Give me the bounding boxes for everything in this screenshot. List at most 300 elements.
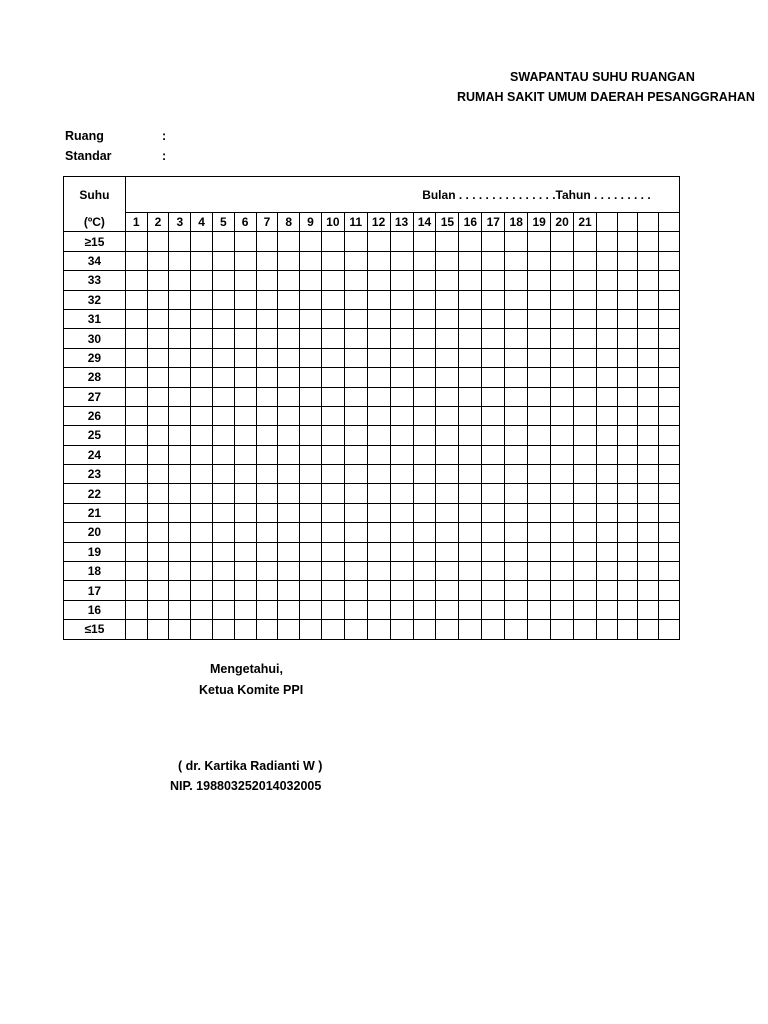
entry-cell[interactable]: [256, 542, 278, 561]
entry-cell[interactable]: [658, 348, 679, 367]
entry-cell[interactable]: [528, 232, 551, 251]
entry-cell[interactable]: [551, 368, 574, 387]
entry-cell[interactable]: [278, 251, 300, 270]
entry-cell[interactable]: [459, 309, 482, 328]
entry-cell[interactable]: [344, 329, 367, 348]
entry-cell[interactable]: [191, 503, 213, 522]
entry-cell[interactable]: [617, 465, 638, 484]
entry-cell[interactable]: [278, 445, 300, 464]
entry-cell[interactable]: [344, 290, 367, 309]
entry-cell[interactable]: [528, 581, 551, 600]
entry-cell[interactable]: [169, 445, 191, 464]
entry-cell[interactable]: [505, 290, 528, 309]
entry-cell[interactable]: [505, 406, 528, 425]
entry-cell[interactable]: [234, 620, 256, 639]
entry-cell[interactable]: [256, 232, 278, 251]
entry-cell[interactable]: [212, 329, 234, 348]
entry-cell[interactable]: [212, 620, 234, 639]
entry-cell[interactable]: [638, 348, 659, 367]
entry-cell[interactable]: [125, 581, 147, 600]
entry-cell[interactable]: [278, 232, 300, 251]
entry-cell[interactable]: [574, 562, 597, 581]
entry-cell[interactable]: [413, 465, 436, 484]
entry-cell[interactable]: [505, 271, 528, 290]
entry-cell[interactable]: [551, 329, 574, 348]
entry-cell[interactable]: [574, 387, 597, 406]
entry-cell[interactable]: [459, 387, 482, 406]
entry-cell[interactable]: [191, 271, 213, 290]
entry-cell[interactable]: [413, 426, 436, 445]
entry-cell[interactable]: [278, 329, 300, 348]
entry-cell[interactable]: [125, 620, 147, 639]
entry-cell[interactable]: [191, 348, 213, 367]
entry-cell[interactable]: [344, 271, 367, 290]
entry-cell[interactable]: [505, 368, 528, 387]
entry-cell[interactable]: [212, 290, 234, 309]
entry-cell[interactable]: [459, 600, 482, 619]
entry-cell[interactable]: [617, 523, 638, 542]
entry-cell[interactable]: [658, 445, 679, 464]
entry-cell[interactable]: [459, 426, 482, 445]
entry-cell[interactable]: [597, 542, 618, 561]
entry-cell[interactable]: [367, 251, 390, 270]
entry-cell[interactable]: [191, 251, 213, 270]
entry-cell[interactable]: [321, 406, 344, 425]
entry-cell[interactable]: [125, 600, 147, 619]
entry-cell[interactable]: [617, 620, 638, 639]
entry-cell[interactable]: [321, 465, 344, 484]
entry-cell[interactable]: [390, 465, 413, 484]
entry-cell[interactable]: [344, 426, 367, 445]
entry-cell[interactable]: [191, 620, 213, 639]
entry-cell[interactable]: [191, 542, 213, 561]
entry-cell[interactable]: [300, 329, 322, 348]
entry-cell[interactable]: [344, 387, 367, 406]
entry-cell[interactable]: [597, 484, 618, 503]
entry-cell[interactable]: [551, 484, 574, 503]
entry-cell[interactable]: [234, 329, 256, 348]
entry-cell[interactable]: [597, 445, 618, 464]
entry-cell[interactable]: [436, 387, 459, 406]
entry-cell[interactable]: [125, 232, 147, 251]
entry-cell[interactable]: [617, 562, 638, 581]
entry-cell[interactable]: [436, 309, 459, 328]
entry-cell[interactable]: [574, 426, 597, 445]
entry-cell[interactable]: [505, 426, 528, 445]
entry-cell[interactable]: [597, 251, 618, 270]
entry-cell[interactable]: [125, 368, 147, 387]
entry-cell[interactable]: [390, 290, 413, 309]
entry-cell[interactable]: [551, 309, 574, 328]
entry-cell[interactable]: [390, 445, 413, 464]
entry-cell[interactable]: [617, 309, 638, 328]
entry-cell[interactable]: [212, 348, 234, 367]
entry-cell[interactable]: [436, 251, 459, 270]
entry-cell[interactable]: [256, 600, 278, 619]
entry-cell[interactable]: [597, 368, 618, 387]
entry-cell[interactable]: [125, 348, 147, 367]
entry-cell[interactable]: [390, 503, 413, 522]
entry-cell[interactable]: [528, 406, 551, 425]
entry-cell[interactable]: [344, 562, 367, 581]
entry-cell[interactable]: [638, 484, 659, 503]
entry-cell[interactable]: [528, 426, 551, 445]
entry-cell[interactable]: [278, 271, 300, 290]
entry-cell[interactable]: [551, 600, 574, 619]
entry-cell[interactable]: [436, 581, 459, 600]
entry-cell[interactable]: [212, 406, 234, 425]
entry-cell[interactable]: [256, 465, 278, 484]
entry-cell[interactable]: [300, 562, 322, 581]
entry-cell[interactable]: [597, 309, 618, 328]
entry-cell[interactable]: [278, 426, 300, 445]
entry-cell[interactable]: [300, 368, 322, 387]
entry-cell[interactable]: [436, 620, 459, 639]
entry-cell[interactable]: [574, 329, 597, 348]
entry-cell[interactable]: [278, 484, 300, 503]
entry-cell[interactable]: [234, 309, 256, 328]
entry-cell[interactable]: [234, 542, 256, 561]
entry-cell[interactable]: [597, 562, 618, 581]
entry-cell[interactable]: [169, 426, 191, 445]
entry-cell[interactable]: [212, 581, 234, 600]
entry-cell[interactable]: [413, 542, 436, 561]
entry-cell[interactable]: [658, 290, 679, 309]
entry-cell[interactable]: [147, 406, 169, 425]
entry-cell[interactable]: [459, 271, 482, 290]
entry-cell[interactable]: [459, 232, 482, 251]
entry-cell[interactable]: [390, 562, 413, 581]
entry-cell[interactable]: [300, 600, 322, 619]
entry-cell[interactable]: [344, 542, 367, 561]
entry-cell[interactable]: [551, 232, 574, 251]
entry-cell[interactable]: [658, 387, 679, 406]
entry-cell[interactable]: [505, 503, 528, 522]
entry-cell[interactable]: [169, 523, 191, 542]
entry-cell[interactable]: [505, 251, 528, 270]
entry-cell[interactable]: [658, 271, 679, 290]
entry-cell[interactable]: [367, 620, 390, 639]
entry-cell[interactable]: [278, 387, 300, 406]
entry-cell[interactable]: [256, 484, 278, 503]
entry-cell[interactable]: [191, 445, 213, 464]
entry-cell[interactable]: [638, 600, 659, 619]
entry-cell[interactable]: [344, 581, 367, 600]
entry-cell[interactable]: [551, 445, 574, 464]
entry-cell[interactable]: [367, 387, 390, 406]
entry-cell[interactable]: [344, 465, 367, 484]
entry-cell[interactable]: [278, 542, 300, 561]
entry-cell[interactable]: [574, 542, 597, 561]
entry-cell[interactable]: [574, 484, 597, 503]
entry-cell[interactable]: [191, 465, 213, 484]
entry-cell[interactable]: [482, 426, 505, 445]
entry-cell[interactable]: [505, 465, 528, 484]
entry-cell[interactable]: [234, 465, 256, 484]
entry-cell[interactable]: [125, 484, 147, 503]
entry-cell[interactable]: [212, 309, 234, 328]
entry-cell[interactable]: [234, 251, 256, 270]
entry-cell[interactable]: [551, 542, 574, 561]
entry-cell[interactable]: [147, 542, 169, 561]
entry-cell[interactable]: [321, 503, 344, 522]
entry-cell[interactable]: [212, 600, 234, 619]
entry-cell[interactable]: [638, 523, 659, 542]
entry-cell[interactable]: [574, 503, 597, 522]
entry-cell[interactable]: [147, 426, 169, 445]
entry-cell[interactable]: [256, 426, 278, 445]
entry-cell[interactable]: [528, 251, 551, 270]
entry-cell[interactable]: [551, 290, 574, 309]
entry-cell[interactable]: [191, 387, 213, 406]
entry-cell[interactable]: [617, 271, 638, 290]
entry-cell[interactable]: [321, 329, 344, 348]
entry-cell[interactable]: [505, 523, 528, 542]
entry-cell[interactable]: [459, 290, 482, 309]
entry-cell[interactable]: [390, 542, 413, 561]
entry-cell[interactable]: [413, 503, 436, 522]
entry-cell[interactable]: [169, 271, 191, 290]
entry-cell[interactable]: [482, 600, 505, 619]
entry-cell[interactable]: [436, 271, 459, 290]
entry-cell[interactable]: [436, 290, 459, 309]
entry-cell[interactable]: [505, 562, 528, 581]
entry-cell[interactable]: [459, 581, 482, 600]
entry-cell[interactable]: [638, 290, 659, 309]
entry-cell[interactable]: [597, 329, 618, 348]
entry-cell[interactable]: [234, 445, 256, 464]
entry-cell[interactable]: [191, 484, 213, 503]
entry-cell[interactable]: [321, 600, 344, 619]
entry-cell[interactable]: [617, 581, 638, 600]
entry-cell[interactable]: [300, 348, 322, 367]
entry-cell[interactable]: [125, 309, 147, 328]
entry-cell[interactable]: [617, 387, 638, 406]
entry-cell[interactable]: [191, 309, 213, 328]
entry-cell[interactable]: [278, 581, 300, 600]
entry-cell[interactable]: [147, 445, 169, 464]
entry-cell[interactable]: [436, 232, 459, 251]
entry-cell[interactable]: [390, 271, 413, 290]
entry-cell[interactable]: [234, 503, 256, 522]
entry-cell[interactable]: [390, 232, 413, 251]
entry-cell[interactable]: [617, 251, 638, 270]
entry-cell[interactable]: [344, 503, 367, 522]
entry-cell[interactable]: [413, 620, 436, 639]
entry-cell[interactable]: [658, 368, 679, 387]
entry-cell[interactable]: [390, 426, 413, 445]
entry-cell[interactable]: [367, 523, 390, 542]
entry-cell[interactable]: [528, 290, 551, 309]
entry-cell[interactable]: [367, 426, 390, 445]
entry-cell[interactable]: [321, 445, 344, 464]
entry-cell[interactable]: [300, 290, 322, 309]
entry-cell[interactable]: [574, 581, 597, 600]
entry-cell[interactable]: [300, 309, 322, 328]
entry-cell[interactable]: [482, 620, 505, 639]
entry-cell[interactable]: [597, 387, 618, 406]
entry-cell[interactable]: [413, 368, 436, 387]
entry-cell[interactable]: [367, 542, 390, 561]
entry-cell[interactable]: [367, 271, 390, 290]
entry-cell[interactable]: [234, 562, 256, 581]
entry-cell[interactable]: [234, 581, 256, 600]
entry-cell[interactable]: [482, 503, 505, 522]
entry-cell[interactable]: [321, 232, 344, 251]
entry-cell[interactable]: [658, 581, 679, 600]
entry-cell[interactable]: [344, 251, 367, 270]
entry-cell[interactable]: [574, 368, 597, 387]
entry-cell[interactable]: [234, 484, 256, 503]
entry-cell[interactable]: [256, 271, 278, 290]
entry-cell[interactable]: [169, 329, 191, 348]
entry-cell[interactable]: [256, 309, 278, 328]
entry-cell[interactable]: [300, 620, 322, 639]
entry-cell[interactable]: [505, 232, 528, 251]
entry-cell[interactable]: [436, 348, 459, 367]
entry-cell[interactable]: [482, 348, 505, 367]
entry-cell[interactable]: [147, 271, 169, 290]
entry-cell[interactable]: [436, 600, 459, 619]
entry-cell[interactable]: [169, 465, 191, 484]
entry-cell[interactable]: [169, 581, 191, 600]
entry-cell[interactable]: [344, 309, 367, 328]
entry-cell[interactable]: [574, 406, 597, 425]
entry-cell[interactable]: [413, 581, 436, 600]
entry-cell[interactable]: [638, 309, 659, 328]
entry-cell[interactable]: [321, 309, 344, 328]
entry-cell[interactable]: [125, 329, 147, 348]
entry-cell[interactable]: [321, 368, 344, 387]
entry-cell[interactable]: [638, 329, 659, 348]
entry-cell[interactable]: [125, 406, 147, 425]
entry-cell[interactable]: [658, 484, 679, 503]
entry-cell[interactable]: [658, 309, 679, 328]
entry-cell[interactable]: [574, 232, 597, 251]
entry-cell[interactable]: [413, 562, 436, 581]
entry-cell[interactable]: [459, 562, 482, 581]
entry-cell[interactable]: [551, 620, 574, 639]
entry-cell[interactable]: [459, 523, 482, 542]
entry-cell[interactable]: [390, 581, 413, 600]
entry-cell[interactable]: [125, 251, 147, 270]
entry-cell[interactable]: [638, 542, 659, 561]
entry-cell[interactable]: [212, 387, 234, 406]
entry-cell[interactable]: [459, 484, 482, 503]
entry-cell[interactable]: [436, 542, 459, 561]
entry-cell[interactable]: [617, 542, 638, 561]
entry-cell[interactable]: [390, 620, 413, 639]
entry-cell[interactable]: [597, 232, 618, 251]
entry-cell[interactable]: [234, 426, 256, 445]
entry-cell[interactable]: [300, 581, 322, 600]
entry-cell[interactable]: [505, 484, 528, 503]
entry-cell[interactable]: [597, 523, 618, 542]
entry-cell[interactable]: [436, 484, 459, 503]
entry-cell[interactable]: [147, 387, 169, 406]
entry-cell[interactable]: [617, 484, 638, 503]
entry-cell[interactable]: [482, 445, 505, 464]
entry-cell[interactable]: [638, 465, 659, 484]
entry-cell[interactable]: [436, 562, 459, 581]
entry-cell[interactable]: [147, 309, 169, 328]
entry-cell[interactable]: [169, 232, 191, 251]
entry-cell[interactable]: [212, 484, 234, 503]
entry-cell[interactable]: [617, 600, 638, 619]
entry-cell[interactable]: [256, 445, 278, 464]
entry-cell[interactable]: [191, 581, 213, 600]
entry-cell[interactable]: [413, 406, 436, 425]
entry-cell[interactable]: [597, 290, 618, 309]
entry-cell[interactable]: [638, 562, 659, 581]
entry-cell[interactable]: [367, 445, 390, 464]
entry-cell[interactable]: [617, 445, 638, 464]
entry-cell[interactable]: [278, 503, 300, 522]
entry-cell[interactable]: [321, 620, 344, 639]
entry-cell[interactable]: [597, 348, 618, 367]
entry-cell[interactable]: [278, 406, 300, 425]
entry-cell[interactable]: [638, 232, 659, 251]
entry-cell[interactable]: [278, 465, 300, 484]
entry-cell[interactable]: [413, 232, 436, 251]
entry-cell[interactable]: [528, 445, 551, 464]
entry-cell[interactable]: [551, 406, 574, 425]
entry-cell[interactable]: [528, 600, 551, 619]
entry-cell[interactable]: [169, 251, 191, 270]
entry-cell[interactable]: [436, 406, 459, 425]
entry-cell[interactable]: [234, 406, 256, 425]
entry-cell[interactable]: [344, 406, 367, 425]
entry-cell[interactable]: [256, 523, 278, 542]
entry-cell[interactable]: [212, 445, 234, 464]
entry-cell[interactable]: [528, 465, 551, 484]
entry-cell[interactable]: [212, 465, 234, 484]
entry-cell[interactable]: [300, 542, 322, 561]
entry-cell[interactable]: [321, 523, 344, 542]
entry-cell[interactable]: [367, 232, 390, 251]
entry-cell[interactable]: [528, 562, 551, 581]
entry-cell[interactable]: [574, 290, 597, 309]
entry-cell[interactable]: [256, 348, 278, 367]
entry-cell[interactable]: [413, 523, 436, 542]
entry-cell[interactable]: [390, 523, 413, 542]
entry-cell[interactable]: [505, 620, 528, 639]
entry-cell[interactable]: [191, 406, 213, 425]
entry-cell[interactable]: [482, 542, 505, 561]
entry-cell[interactable]: [413, 600, 436, 619]
entry-cell[interactable]: [191, 600, 213, 619]
entry-cell[interactable]: [300, 387, 322, 406]
entry-cell[interactable]: [191, 562, 213, 581]
entry-cell[interactable]: [169, 348, 191, 367]
entry-cell[interactable]: [147, 600, 169, 619]
entry-cell[interactable]: [551, 465, 574, 484]
entry-cell[interactable]: [367, 406, 390, 425]
entry-cell[interactable]: [367, 309, 390, 328]
entry-cell[interactable]: [169, 542, 191, 561]
entry-cell[interactable]: [597, 600, 618, 619]
entry-cell[interactable]: [390, 484, 413, 503]
entry-cell[interactable]: [413, 271, 436, 290]
entry-cell[interactable]: [482, 465, 505, 484]
entry-cell[interactable]: [125, 523, 147, 542]
entry-cell[interactable]: [617, 368, 638, 387]
entry-cell[interactable]: [234, 523, 256, 542]
entry-cell[interactable]: [617, 503, 638, 522]
entry-cell[interactable]: [638, 426, 659, 445]
entry-cell[interactable]: [169, 503, 191, 522]
entry-cell[interactable]: [482, 581, 505, 600]
